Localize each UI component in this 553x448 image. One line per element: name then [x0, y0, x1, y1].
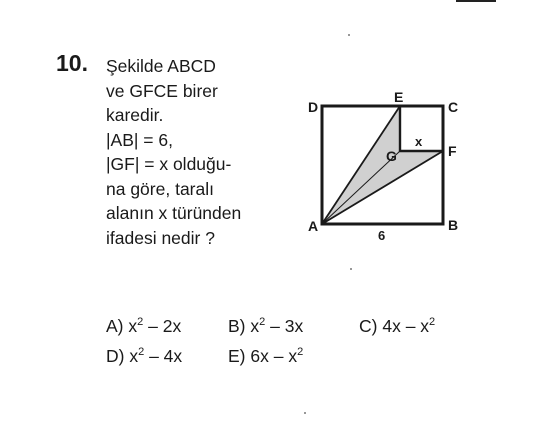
stem-line: alanın x türünden — [106, 203, 242, 223]
square-diagram — [296, 84, 486, 244]
question-stem — [106, 54, 296, 250]
option-exponent: 2 — [138, 346, 145, 358]
option-exponent: 2 — [297, 346, 304, 358]
scan-speck — [350, 268, 352, 270]
option-a[interactable] — [106, 316, 181, 337]
label-b: B — [448, 217, 459, 233]
label-f: F — [448, 143, 457, 159]
option-text: 6x – x — [250, 346, 298, 366]
option-text: x — [129, 346, 139, 366]
option-text: 4x – x — [382, 316, 430, 336]
option-d[interactable] — [106, 346, 182, 367]
stem-line: |GF| = x olduğu- — [106, 154, 232, 174]
stem-line: ve GFCE birer — [106, 80, 218, 101]
label-g: G — [386, 148, 397, 164]
option-text-rest: – 4x — [144, 346, 183, 366]
label-x: x — [415, 134, 423, 149]
stem-line: ifadesi nedir ? — [106, 227, 215, 248]
label-d: D — [308, 99, 319, 115]
label-six: 6 — [378, 228, 386, 243]
option-e[interactable] — [228, 346, 303, 367]
stem-line: |AB| = 6, — [106, 129, 173, 150]
option-letter: A) — [106, 316, 124, 336]
shaded-region — [322, 106, 443, 224]
option-text-rest: – 3x — [265, 316, 304, 336]
question-number: 10. — [56, 50, 88, 76]
top-rule — [456, 0, 496, 2]
option-text: x — [128, 316, 138, 336]
option-exponent: 2 — [429, 316, 436, 328]
stem-line: Şekilde ABCD — [106, 56, 216, 76]
geometry-figure — [296, 84, 486, 244]
option-exponent: 2 — [137, 316, 144, 328]
scan-speck — [348, 34, 350, 36]
label-a: A — [308, 218, 319, 234]
label-c: C — [448, 99, 459, 115]
option-text: x — [250, 316, 260, 336]
stem-line: karedir. — [106, 105, 164, 125]
option-text-rest: – 2x — [143, 316, 182, 336]
option-b[interactable] — [228, 316, 303, 337]
option-letter: E) — [228, 346, 246, 366]
option-letter: D) — [106, 346, 125, 366]
option-letter: C) — [359, 316, 378, 336]
label-e: E — [394, 89, 404, 105]
option-letter: B) — [228, 316, 246, 336]
stem-line: na göre, taralı — [106, 178, 214, 199]
option-exponent: 2 — [259, 316, 266, 328]
scan-speck — [304, 412, 306, 414]
option-c[interactable] — [359, 316, 435, 337]
